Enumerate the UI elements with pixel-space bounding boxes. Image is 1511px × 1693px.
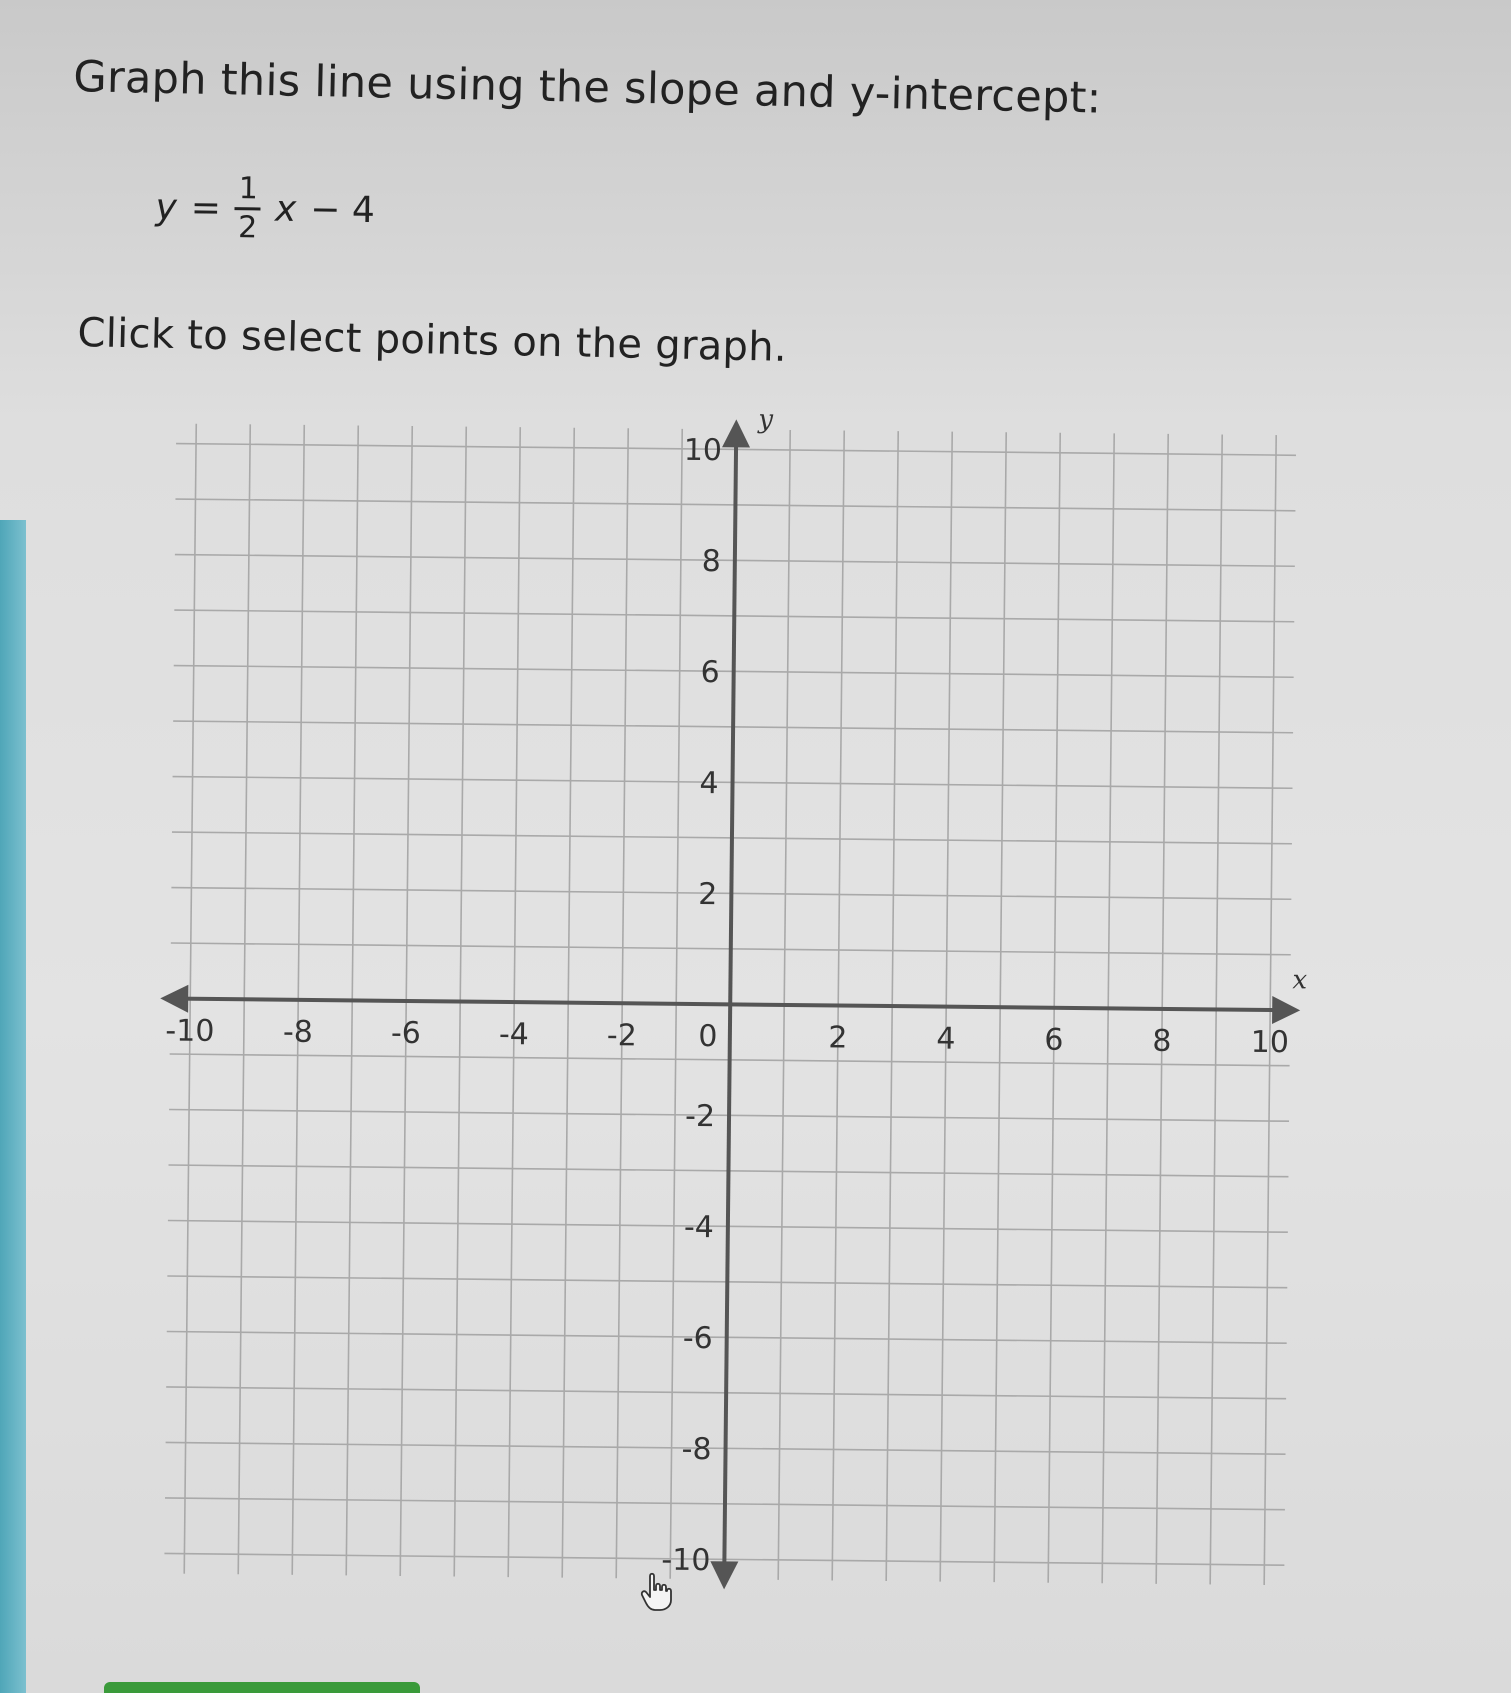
- y-tick-label: 8: [701, 544, 722, 580]
- x-tick-label: -6: [390, 1015, 422, 1052]
- check-answer-button[interactable]: [104, 1682, 420, 1693]
- equation-lhs: y: [155, 186, 178, 228]
- y-axis-down-arrow-icon: [710, 1561, 738, 1589]
- x-axis-label: x: [1292, 965, 1308, 996]
- equation-variable: x: [274, 188, 297, 230]
- line-equation: [155, 172, 375, 245]
- coordinate-graph[interactable]: [150, 404, 1430, 1640]
- x-tick-label: 10: [1250, 1024, 1290, 1061]
- graph-canvas[interactable]: [144, 403, 1437, 1646]
- slope-numerator: 1: [238, 171, 259, 207]
- x-tick-label: 2: [828, 1020, 848, 1056]
- equation-constant: − 4: [310, 188, 376, 231]
- y-tick-label: 10: [683, 432, 723, 469]
- window-edge-strip: [0, 520, 26, 1693]
- x-axis-right-arrow-icon: [1272, 996, 1300, 1024]
- slope-fraction: [234, 173, 261, 243]
- question-prompt: Graph this line using the slope and y-intercept:: [72, 52, 1103, 124]
- y-tick-label: 6: [700, 655, 720, 691]
- x-tick-label: 0: [698, 1019, 718, 1055]
- y-tick-label: -10: [661, 1542, 711, 1579]
- equation-equals: =: [190, 186, 222, 229]
- x-tick-label: -8: [282, 1014, 314, 1051]
- y-tick-label: -8: [681, 1431, 712, 1468]
- y-axis-label: y: [758, 404, 774, 435]
- x-axis-left-arrow-icon: [160, 984, 188, 1012]
- x-tick-label: 6: [1044, 1022, 1064, 1058]
- y-tick-label: -2: [684, 1098, 716, 1135]
- x-tick-label: -10: [165, 1013, 215, 1049]
- y-tick-label: -6: [682, 1320, 713, 1357]
- y-tick-label: 4: [699, 766, 719, 802]
- slope-denominator: 2: [237, 209, 258, 245]
- hand-pointer-icon: [640, 1572, 674, 1612]
- y-axis-up-arrow-icon: [722, 419, 750, 447]
- x-tick-label: -2: [606, 1018, 638, 1054]
- x-tick-label: 8: [1152, 1023, 1172, 1059]
- y-tick-label: -4: [683, 1209, 715, 1246]
- graph-instruction: Click to select points on the graph.: [77, 310, 788, 371]
- y-tick-label: 2: [698, 877, 718, 913]
- x-tick-label: 4: [936, 1021, 956, 1057]
- x-tick-label: -4: [498, 1016, 530, 1053]
